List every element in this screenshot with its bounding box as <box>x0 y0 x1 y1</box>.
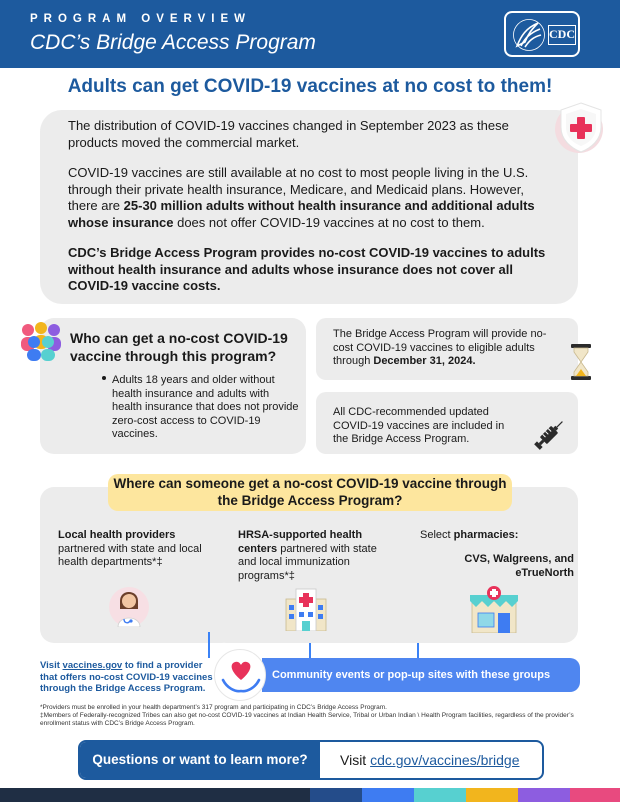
health-center-icon <box>280 585 332 631</box>
local-providers-label: Local health providers <box>58 529 176 541</box>
eligibility-card <box>40 318 306 454</box>
where-title-banner: Where can someone get a no-cost COVID-19 vaccine through the Bridge Access Program? <box>108 474 512 511</box>
hrsa-centers-detail: partnered with state and local immunization programs*‡ <box>238 542 377 582</box>
color-stripe <box>570 788 620 802</box>
community-events-text: Community events or pop-up sites with these groups <box>272 669 551 681</box>
connector-line <box>208 632 210 658</box>
visit-prefix: Visit <box>40 660 63 671</box>
doctor-icon <box>106 583 152 627</box>
visit-vaccines-gov-text <box>40 660 216 695</box>
program-end-date-card <box>316 318 578 380</box>
syringe-icon <box>528 414 570 456</box>
hourglass-icon <box>570 344 592 380</box>
connector-line <box>309 643 311 658</box>
cta-visit <box>340 742 520 778</box>
intro-card <box>40 110 578 304</box>
hands-heart-badge <box>214 649 266 701</box>
learn-more-cta <box>78 740 544 780</box>
cdc-bridge-link[interactable]: cdc.gov/vaccines/bridge <box>370 752 520 768</box>
pharmacies-text <box>420 529 570 543</box>
cdc-logo <box>504 11 580 57</box>
program-end-date-text <box>333 328 563 369</box>
pharmacy-icon <box>468 585 520 633</box>
eligibility-bullet: Adults 18 years and older without health insurance and adults with health insurance that does not provide zero-cost access to COVID-19 vaccines. <box>112 374 299 440</box>
end-date: December 31, 2024. <box>373 355 476 367</box>
date-sentence: The Bridge Access Program will provide no-cost COVID-19 vaccines to eligible adults through <box>333 328 547 367</box>
color-stripe <box>518 788 570 802</box>
eyebrow-label: PROGRAM OVERVIEW <box>30 13 252 25</box>
color-stripe <box>414 788 466 802</box>
shield-cross-icon <box>553 95 609 157</box>
cta-question: Questions or want to learn more? <box>80 742 320 778</box>
intro-paragraph-2 <box>68 165 550 231</box>
intro-p2-emphasis: 25-30 million adults without health insurance and additional adults whose insurance <box>68 198 535 230</box>
hands-heart-icon <box>221 658 261 694</box>
hhs-eagle-icon <box>512 18 546 52</box>
hrsa-centers-label: HRSA-supported health centers <box>238 529 363 555</box>
hrsa-centers-text <box>238 529 398 583</box>
pharmacy-list: CVS, Walgreens, and eTrueNorth <box>464 553 574 579</box>
color-stripe <box>362 788 414 802</box>
header-banner <box>0 0 620 68</box>
color-stripe <box>466 788 518 802</box>
footnotes <box>40 704 600 728</box>
intro-paragraph-1: The distribution of COVID-19 vaccines changed in September 2023 as these products moved the commercial market. <box>68 118 509 150</box>
intro-p2-text: COVID-19 vaccines are still available at no cost to most people living in the U.S. through their private health insurance, Medicare, and Medicaid plans. However, there are <box>68 165 529 213</box>
cta-visit-prefix: Visit <box>340 752 371 768</box>
intro-p2-text-end: does not offer COVID-19 vaccines at no cost to them. <box>173 214 485 230</box>
color-stripe <box>0 788 310 802</box>
eligibility-title: Who can get a no-cost COVID-19 vaccine through this program? <box>70 330 288 364</box>
local-providers-detail: partnered with state and local health departments*‡ <box>58 542 202 568</box>
visit-suffix: to find a provider that offers no-cost COVID-19 vaccines through the Bridge Access Program. <box>40 660 213 694</box>
color-stripe <box>310 788 362 802</box>
connector-line <box>417 643 419 658</box>
headline: Adults can get COVID-19 vaccines at no cost to them! <box>67 76 553 97</box>
cdc-logo-text: CDC <box>548 25 576 45</box>
people-group-icon <box>18 322 64 362</box>
footnote-1: *Providers must be enrolled in your health department’s 317 program and participating in CDC’s Bridge Access Program. <box>40 704 387 711</box>
vaccines-gov-link[interactable]: vaccines.gov <box>62 660 123 671</box>
footnote-2: ‡Members of Federally-recognized Tribes can also get no-cost COVID-19 vaccines at Indian Health Service, Tribal or Urban Indian \ Health Program facilities, regardless of the provider’s enrollment status with CDC’s Bridge Access Program. <box>40 712 574 727</box>
local-providers-text <box>58 529 228 570</box>
pharmacies-prefix: Select <box>420 529 454 541</box>
included-vaccines-text: All CDC-recommended updated COVID-19 vaccines are included in the Bridge Access Program. <box>333 406 505 445</box>
pharmacies-label: pharmacies: <box>453 529 519 541</box>
page-title: CDC’s Bridge Access Program <box>30 31 316 54</box>
intro-paragraph-3: CDC’s Bridge Access Program provides no-cost COVID-19 vaccines to adults without health insurance and adults whose insurance does not cover all COVID-19 vaccine costs. <box>68 245 546 293</box>
